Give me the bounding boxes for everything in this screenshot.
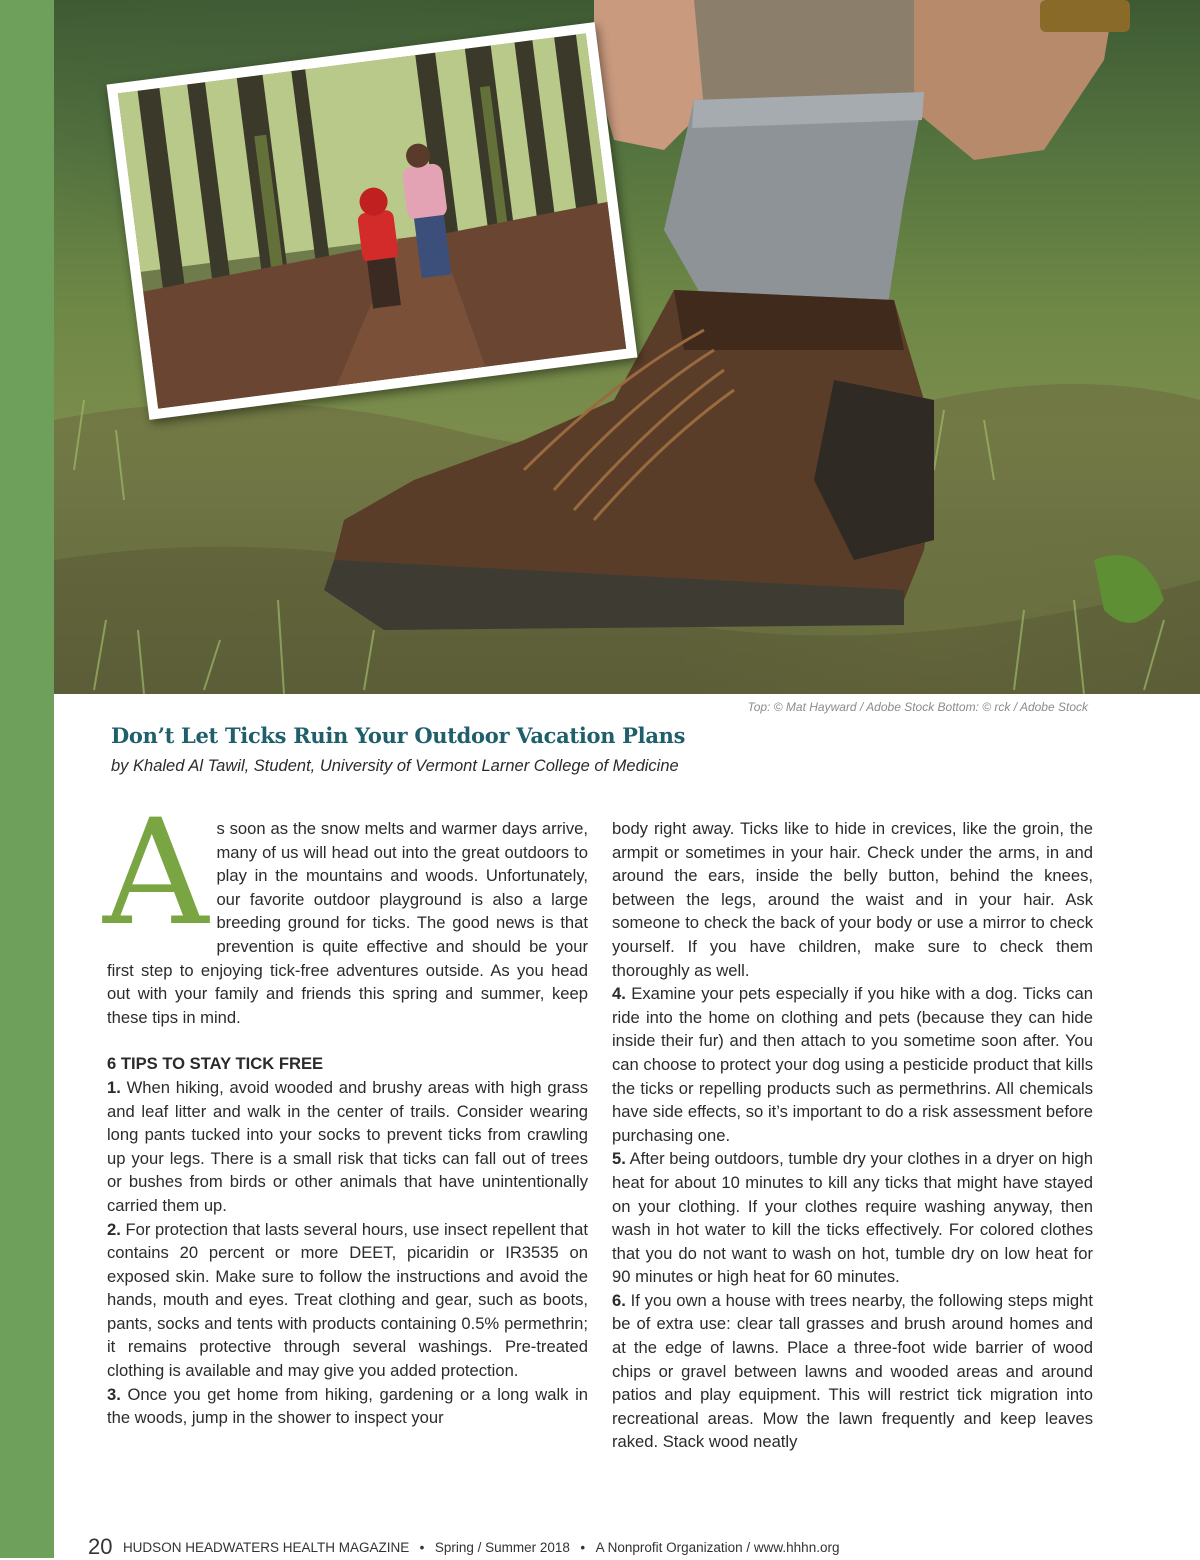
magazine-name: HUDSON HEADWATERS HEALTH MAGAZINE (122, 1540, 410, 1555)
tip-text: When hiking, avoid wooded and brushy areas with high grass and leaf litter and walk in the center of trails. Consider wearing long pants tucked into your socks to prevent ticks from crawling up your legs. There is a small risk that ticks can fall out of trees or bushes from birds or other animals that have unintentionally carried them up. (107, 1077, 588, 1215)
tip-text: If you own a house with trees nearby, the following steps might be of extra use: clear tall grasses and brush around homes and at the edge of lawns. Place a three-foot wide barrier of wood chips or gravel between lawns and wooded areas and around patios and play equipment. This will restrict tick migration into recreational areas. Mow the lawn frequently and keep leaves raked. Stack wood neatly (612, 1290, 1093, 1452)
footer-separator: • (580, 1540, 586, 1555)
tip-item (107, 1383, 588, 1430)
tip-text: Examine your pets especially if you hike with a dog. Ticks can ride into the home on clothing and pets (because they can hide inside their fur) and then attach to you sometime soon after. You can choose to protect your dog using a pesticide product that kills the ticks or repelling products such as permethrins. All chemicals have side effects, so it’s important to do a risk assessment before purchasing one. (612, 984, 1093, 1145)
tips-heading: 6 TIPS TO STAY TICK FREE (107, 1054, 324, 1074)
forest-trail-scene (118, 33, 627, 408)
tip-number: 1. (107, 1077, 121, 1097)
tip-number: 4. (612, 984, 626, 1004)
page-footer (88, 1534, 839, 1560)
footer-separator: • (419, 1540, 425, 1555)
tip-text: Once you get home from hiking, gardening or a long walk in the woods, jump in the shower to inspect your (107, 1384, 588, 1428)
article-column-right (612, 817, 1093, 1454)
tip-number: 5. (612, 1149, 626, 1169)
article-byline: by Khaled Al Tawil, Student, University of Vermont Larner College of Medicine (111, 757, 679, 775)
tip-item (612, 982, 1093, 1147)
tip-number: 6. (612, 1290, 626, 1310)
tip-number: 3. (107, 1384, 121, 1404)
hero-photo-boot (54, 0, 1200, 694)
left-accent-bar (0, 0, 54, 1558)
tip-text: After being outdoors, tumble dry your clothes in a dryer on high heat for about 10 minutes to kill any ticks that might have stayed on your clothing. If your clothes require washing anyway, then wash in hot water to kill the ticks effectively. For colored clothes that you do not want to wash on hot, tumble dry on low heat for 90 minutes or high heat for 60 minutes. (612, 1149, 1093, 1287)
intro-paragraph (103, 788, 588, 1029)
article-title: Don’t Let Ticks Ruin Your Outdoor Vacation Plans (111, 723, 686, 748)
page-number: 20 (88, 1534, 113, 1559)
drop-cap: A (103, 788, 209, 958)
issue-date: Spring / Summer 2018 (434, 1540, 570, 1555)
tip-item (612, 1289, 1093, 1454)
photo-credits: Top: © Mat Hayward / Adobe Stock Bottom: © rck / Adobe Stock (747, 700, 1088, 714)
article-column-left (103, 788, 588, 1430)
tip-item (107, 1218, 588, 1383)
inset-photo-family-hike (107, 22, 638, 420)
tip-number: 2. (107, 1219, 121, 1239)
tip-item (612, 1147, 1093, 1289)
tip-text: For protection that lasts several hours, use insect repellent that contains 20 percent or more DEET, picaridin or IR3535 on exposed skin. Make sure to follow the instructions and avoid the hands, mouth and eyes. Treat clothing and gear, such as boots, pants, socks and tents with products containing 0.5% permethrin; it remains protective through several washings. Pre-treated clothing is available and may give you added protection. (107, 1219, 588, 1381)
org-website[interactable]: A Nonprofit Organization / www.hhhn.org (595, 1540, 840, 1555)
tip-item (107, 1076, 588, 1218)
intro-text: s soon as the snow melts and warmer days arrive, many of us will head out into the great outdoors to play in the mountains and woods. Unfortunately, our favorite outdoor playground is also a large breeding ground for ticks. The good news is that prevention is quite effective and should be your first step to enjoying tick-free adventures outside. As you head out with your family and friends this spring and summer, keep these tips in mind. (107, 819, 588, 1027)
tip-item-continued: body right away. Ticks like to hide in crevices, like the groin, the armpit or sometimes in your hair. Check under the arms, in and around the ears, inside the belly button, behind the knees, between the legs, around the waist and in your hair. Ask someone to check the back of your body or use a mirror to check yourself. If you have children, make sure to check them thoroughly as well. (612, 819, 1093, 980)
